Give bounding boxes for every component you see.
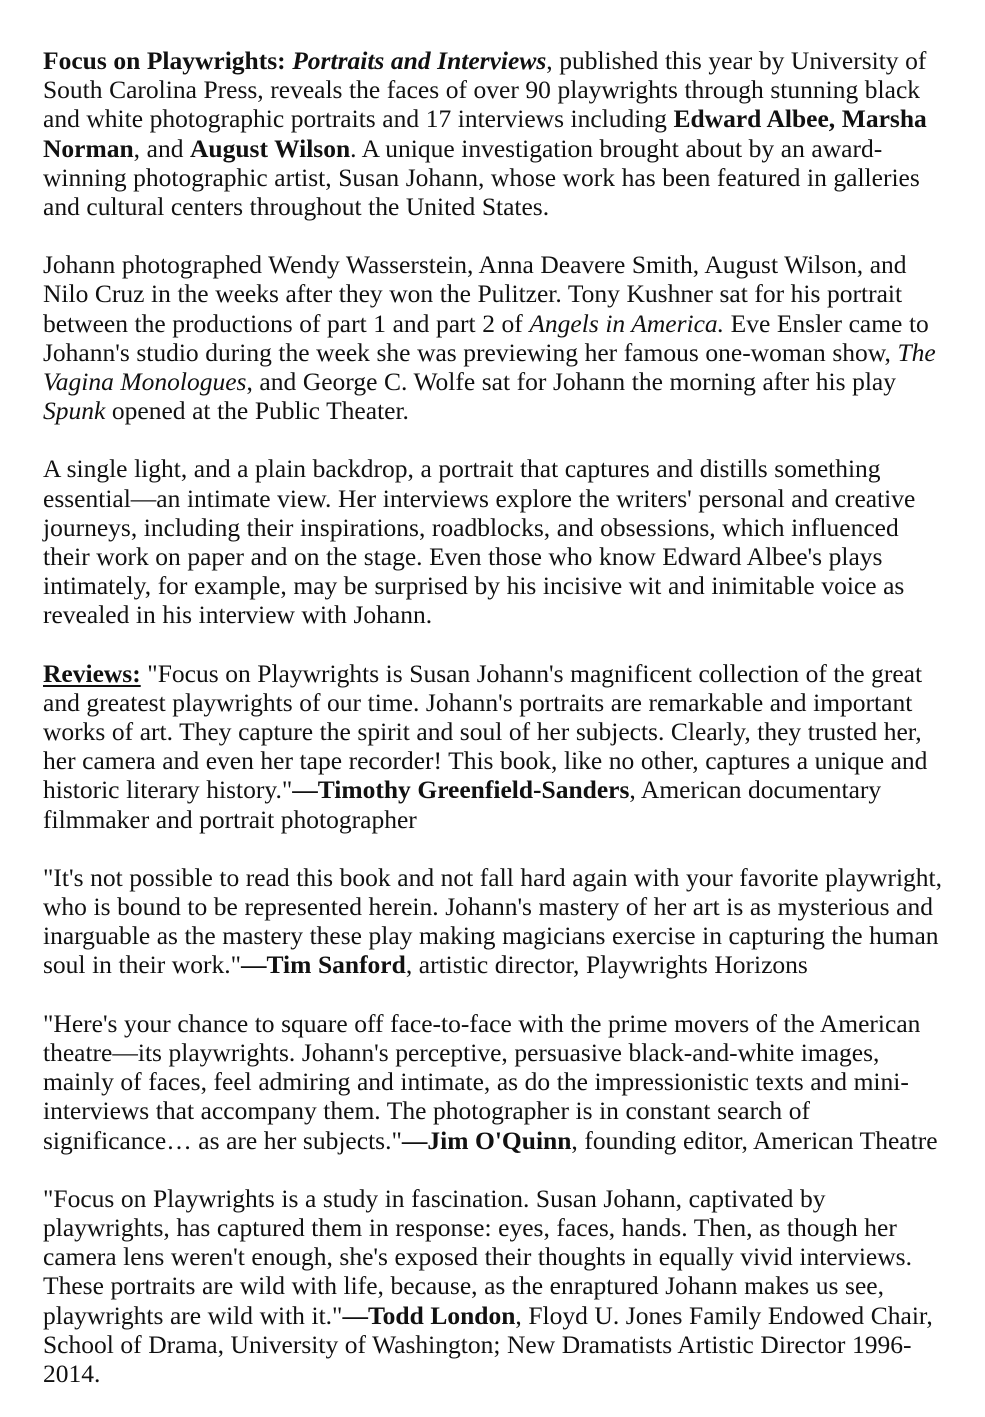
text-run: Angels in America. bbox=[529, 308, 725, 338]
text-run: Focus on Playwrights: bbox=[43, 46, 286, 75]
review-attribution: —Tim Sanford bbox=[241, 950, 406, 980]
paragraph-review-greenfield-sanders bbox=[43, 659, 945, 834]
paragraph-intro bbox=[43, 46, 945, 221]
text-run: "Focus on Playwrights is a study in fascination. Susan Johann, captivated by playwrights, has captured them in response: eyes, faces, hands. Then, as though her camera lens weren't enough, she's exposed their thoughts in equally vivid interviews. These portraits are wild with life, because, as the enraptured Johann makes us see, playwrights are wild with it." bbox=[43, 1183, 912, 1330]
text-run: Eve Ensler came to Johann's studio during the week she was previewing her famous one-woman show, bbox=[43, 308, 929, 367]
paragraph-subjects bbox=[43, 250, 945, 425]
text-run: August Wilson bbox=[190, 133, 351, 163]
paragraph-method bbox=[43, 454, 945, 629]
text-run: , and George C. Wolfe sat for Johann the morning after his play bbox=[246, 367, 896, 397]
paragraph-review-oquinn bbox=[43, 1009, 945, 1155]
review-attribution: —Todd London bbox=[342, 1300, 516, 1330]
text-run: Johann photographed Wendy Wasserstein, Anna Deavere Smith, August Wilson, and Nilo Cruz in the weeks after they won the Pulitzer. Tony Kushner sat for his portrait between the productions of part 1 and part 2 of bbox=[43, 250, 907, 338]
text-run: "It's not possible to read this book and not fall hard again with your favorite playwright, who is bound to be represented herein. Johann's mastery of her art is as mysterious and inarguable as the mastery these play making magicians exercise in capturing the human soul in their work." bbox=[43, 862, 942, 980]
text-run: , and bbox=[133, 133, 191, 163]
text-run: Spunk bbox=[43, 396, 106, 426]
text-run: , founding editor, American Theatre bbox=[571, 1125, 938, 1155]
reviews-heading: Reviews: bbox=[43, 658, 141, 688]
text-run: , American documentary filmmaker and portrait photographer bbox=[43, 775, 882, 834]
review-attribution: —Jim O'Quinn bbox=[401, 1125, 572, 1155]
text-run: "Focus on Playwrights is Susan Johann's magnificent collection of the great and greatest playwrights of our time. Johann's portraits are remarkable and important works of art. They capture the spirit and soul of her subjects. Clearly, they trusted her, her camera and even her tape recorder! This book, like no other, captures a unique and historic literary history." bbox=[43, 658, 928, 805]
paragraph-review-sanford bbox=[43, 863, 945, 980]
text-run: Edward Albee, Marsha Norman bbox=[43, 104, 927, 163]
text-run: opened at the Public Theater. bbox=[105, 396, 409, 426]
document-body bbox=[43, 46, 945, 1388]
review-attribution: —Timothy Greenfield-Sanders bbox=[292, 775, 630, 805]
text-run: . A unique investigation brought about by an award-winning photographic artist, Susan Johann, whose work has been featured in galleries and cultural centers throughout the United States. bbox=[43, 133, 920, 222]
text-run: The Vagina Monologues bbox=[43, 337, 936, 397]
text-run: , artistic director, Playwrights Horizons bbox=[405, 950, 808, 980]
paragraph-review-london bbox=[43, 1184, 945, 1388]
text-run: , Floyd U. Jones Family Endowed Chair, School of Drama, University of Washington; New Dramatists Artistic Director 1996-2014. bbox=[43, 1300, 933, 1388]
text-run: , published this year by University of South Carolina Press, reveals the faces of over 90 playwrights through stunning black and white photographic portraits and 17 interviews including bbox=[43, 46, 927, 134]
text-run: "Here's your chance to square off face-to-face with the prime movers of the American theatre—its playwrights. Johann's perceptive, persuasive black-and-white images, mainly of faces, feel admiring and intimate, as do the impressionistic texts and mini-interviews that accompany them. The photographer is in constant search of significance… as are her subjects." bbox=[43, 1008, 921, 1155]
text-run: A single light, and a plain backdrop, a portrait that captures and distills something essential—an intimate view. Her interviews explore the writers' personal and creative journeys, including their inspirations, roadblocks, and obsessions, which influenced their work on paper and on the stage. Even those who know Edward Albee's plays intimately, for example, may be surprised by his incisive wit and inimitable voice as revealed in his interview with Johann. bbox=[43, 454, 916, 630]
text-run: Portraits and Interviews bbox=[292, 46, 547, 75]
